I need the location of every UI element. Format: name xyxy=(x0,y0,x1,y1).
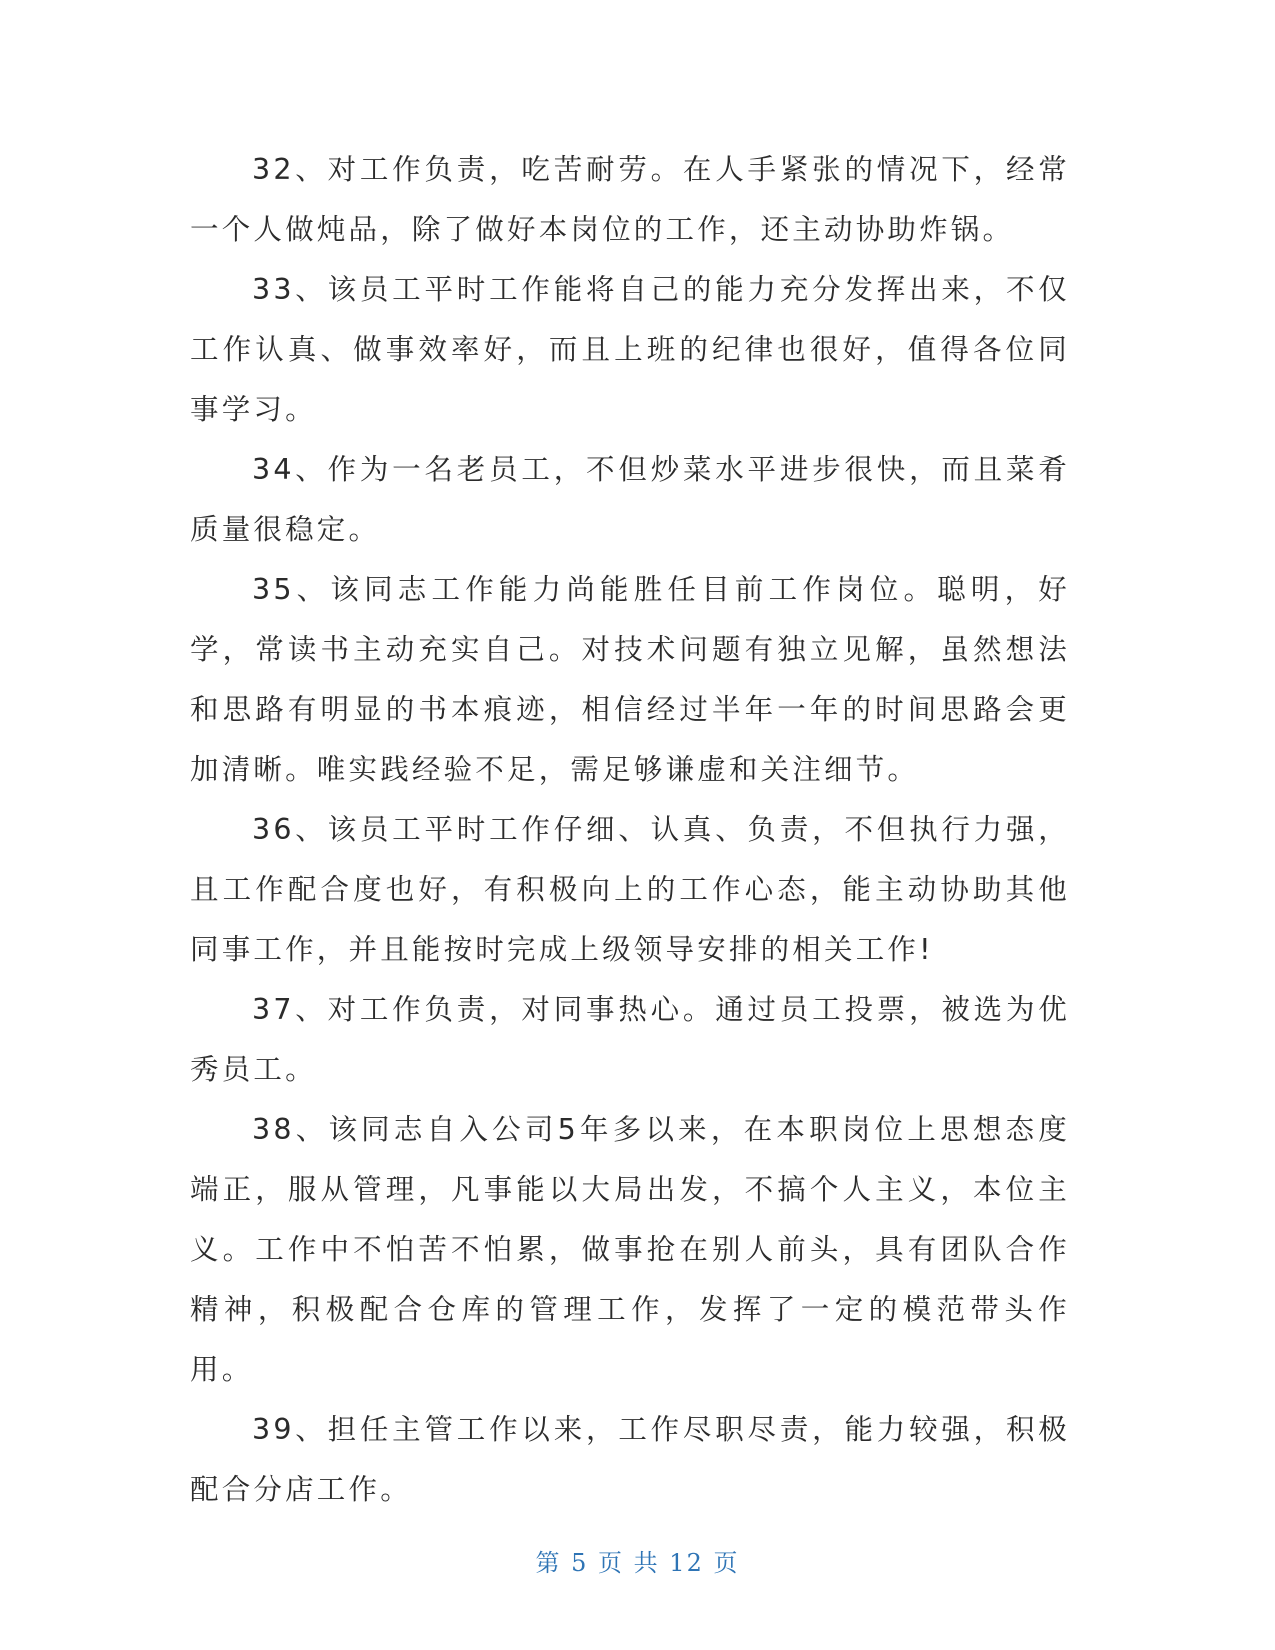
paragraph-32: 32、对工作负责，吃苦耐劳。在人手紧张的情况下，经常一个人做炖品，除了做好本岗位的工作，还主动协助炸锅。 xyxy=(190,153,1070,246)
paragraph-33: 33、该员工平时工作能将自己的能力充分发挥出来，不仅工作认真、做事效率好，而且上班的纪律也很好，值得各位同事学习。 xyxy=(190,273,1070,426)
paragraph-38: 38、该同志自入公司5年多以来，在本职岗位上思想态度端正，服从管理，凡事能以大局出发，不搞个人主义，本位主义。工作中不怕苦不怕累，做事抢在别人前头，具有团队合作精神，积极配合仓库的管理工作，发挥了一定的模范带头作用。 xyxy=(190,1113,1070,1386)
paragraph-36: 36、该员工平时工作仔细、认真、负责，不但执行力强，且工作配合度也好，有积极向上的工作心态，能主动协助其他同事工作，并且能按时完成上级领导安排的相关工作! xyxy=(190,813,1070,966)
paragraph-39: 39、担任主管工作以来，工作尽职尽责，能力较强，积极配合分店工作。 xyxy=(190,1413,1070,1506)
paragraph-37: 37、对工作负责，对同事热心。通过员工投票，被选为优秀员工。 xyxy=(190,993,1070,1086)
page-number-label: 第 5 页 共 12 页 xyxy=(535,1549,740,1577)
page-footer xyxy=(0,1543,1275,1578)
paragraph-34: 34、作为一名老员工，不但炒菜水平进步很快，而且菜肴质量很稳定。 xyxy=(190,453,1070,546)
document-body xyxy=(190,140,1070,1520)
paragraph-35: 35、该同志工作能力尚能胜任目前工作岗位。聪明，好学，常读书主动充实自己。对技术问题有独立见解，虽然想法和思路有明显的书本痕迹，相信经过半年一年的时间思路会更加清晰。唯实践经验不足，需足够谦虚和关注细节。 xyxy=(190,573,1070,786)
